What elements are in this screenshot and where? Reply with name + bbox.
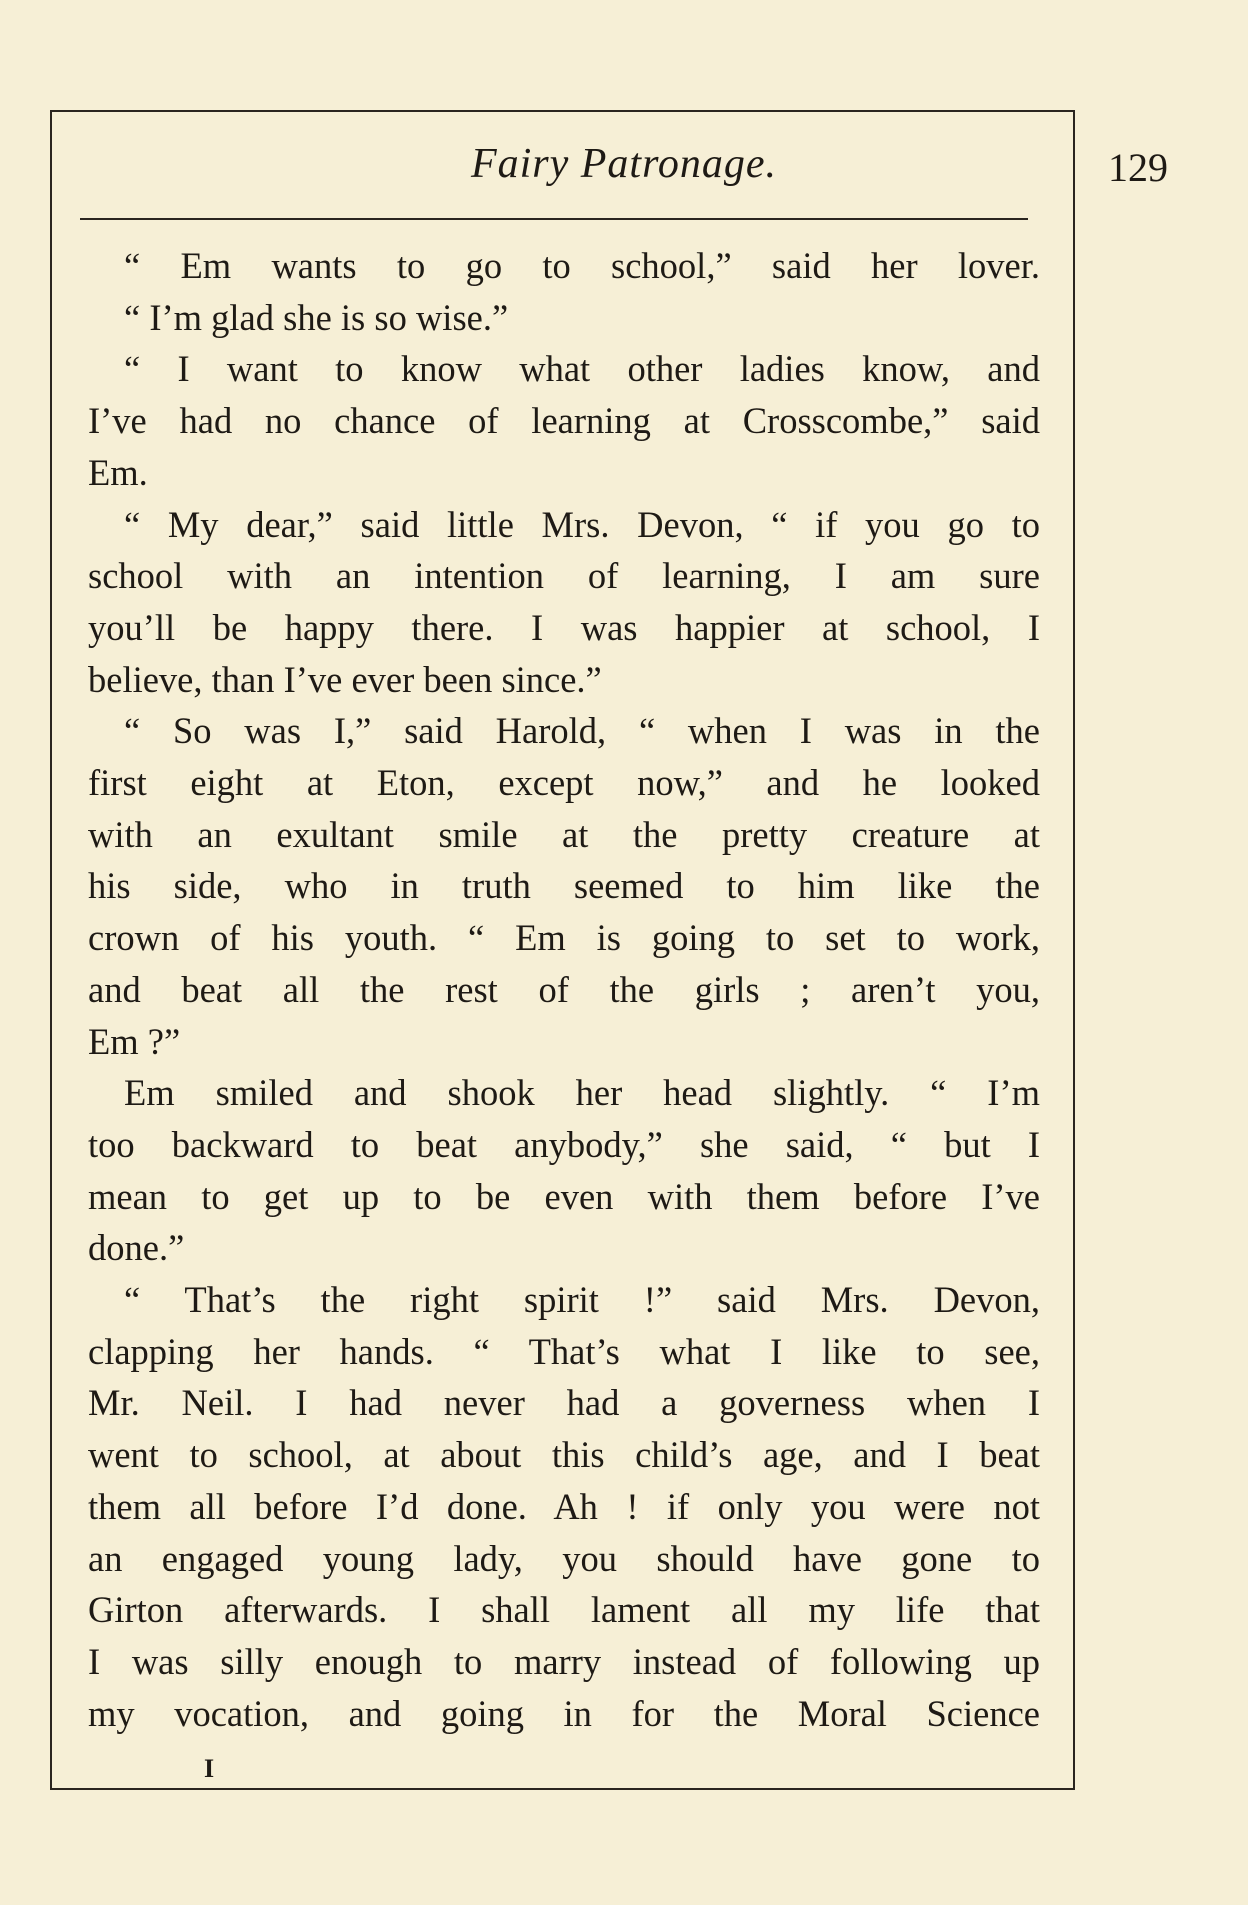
running-head	[80, 140, 1168, 200]
text-line: an engaged young lady, you should have gone to	[88, 1537, 1040, 1579]
body-text	[88, 240, 1040, 1739]
text-line: my vocation, and going in for the Moral Science	[88, 1692, 1040, 1734]
text-line: believe, than I’ve ever been since.”	[88, 658, 602, 700]
text-line: Mr. Neil. I had never had a governess when I	[88, 1382, 1040, 1424]
text-line: I was silly enough to marry instead of following up	[88, 1640, 1040, 1682]
text-line: with an exultant smile at the pretty creature at	[88, 813, 1040, 855]
signature-mark: I	[204, 1754, 215, 1783]
text-line: Girton afterwards. I shall lament all my life that	[88, 1589, 1040, 1631]
text-line: “ So was I,” said Harold, “ when I was in the	[124, 710, 1040, 752]
header-rule	[80, 218, 1028, 220]
text-line: too backward to beat anybody,” she said, “ but I	[88, 1123, 1040, 1165]
text-line: Em smiled and shook her head slightly. “ I’m	[124, 1072, 1040, 1114]
text-line: “ My dear,” said little Mrs. Devon, “ if you go to	[124, 503, 1040, 545]
text-line: clapping her hands. “ That’s what I like to see,	[88, 1330, 1040, 1372]
text-line: school with an intention of learning, I am sure	[88, 555, 1040, 597]
text-line: his side, who in truth seemed to him like the	[88, 865, 1040, 907]
running-title: Fairy Patronage.	[470, 141, 778, 187]
text-line: you’ll be happy there. I was happier at school, I	[88, 606, 1040, 648]
text-line: went to school, at about this child’s age, and I beat	[88, 1434, 1040, 1476]
text-line: them all before I’d done. Ah ! if only you were not	[88, 1485, 1040, 1527]
text-line: and beat all the rest of the girls ; aren’t you,	[88, 968, 1040, 1010]
text-line: “ That’s the right spirit !” said Mrs. Devon,	[124, 1279, 1040, 1321]
text-line: mean to get up to be even with them before I’ve	[88, 1175, 1040, 1217]
page-number: 129	[1108, 145, 1168, 190]
text-line: “ Em wants to go to school,” said her lover.	[124, 245, 1040, 286]
text-line: Em.	[88, 451, 148, 493]
text-line: done.”	[88, 1227, 185, 1269]
text-line: I’ve had no chance of learning at Crosscombe,” said	[88, 400, 1040, 442]
text-line: first eight at Eton, except now,” and he looked	[88, 762, 1040, 804]
text-line: “ I’m glad she is so wise.”	[124, 296, 509, 338]
text-line: “ I want to know what other ladies know, and	[124, 348, 1040, 390]
text-line: crown of his youth. “ Em is going to set to work,	[88, 917, 1040, 959]
text-line: Em ?”	[88, 1020, 181, 1062]
